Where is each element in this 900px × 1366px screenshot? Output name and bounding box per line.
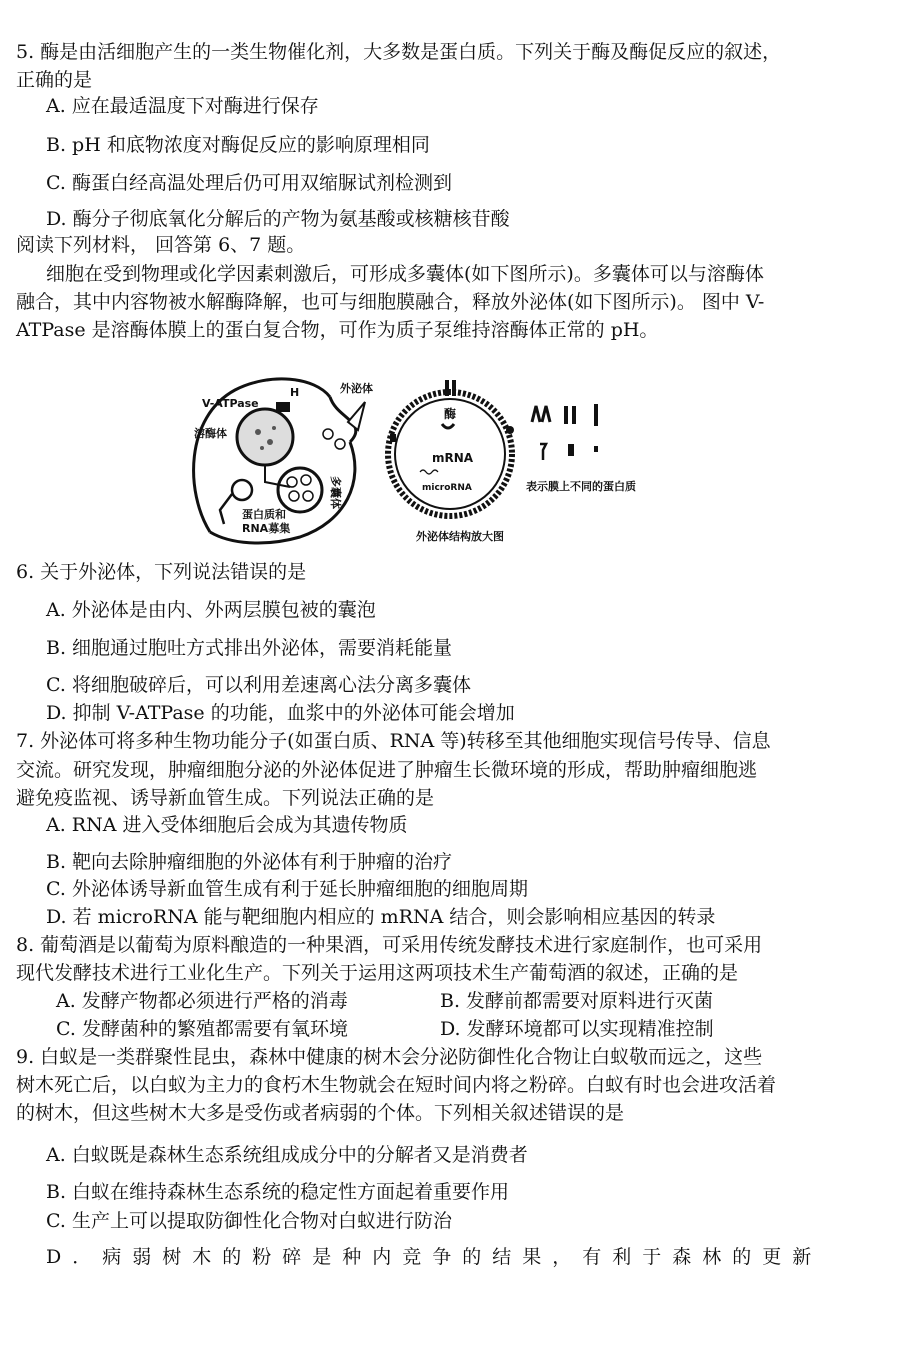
material-line-3: ATPase 是溶酶体膜上的蛋白复合物，可作为质子泵维持溶酶体正常的 pH。 bbox=[16, 319, 659, 341]
q8-option-d: D. 发酵环境都可以实现精准控制 bbox=[440, 1018, 714, 1040]
label-enzyme: 酶 bbox=[444, 407, 457, 421]
label-hplus: H bbox=[290, 386, 300, 399]
label-caption: 外泌体结构放大图 bbox=[416, 530, 504, 543]
label-recruit-1: 蛋白质和 bbox=[242, 508, 286, 521]
q6-option-b: B. 细胞通过胞吐方式排出外泌体，需要消耗能量 bbox=[46, 637, 453, 659]
q9-option-c: C. 生产上可以提取防御性化合物对白蚁进行防治 bbox=[46, 1210, 452, 1232]
q9-option-a: A. 白蚁既是森林生态系统组成成分中的分解者又是消费者 bbox=[46, 1144, 528, 1166]
multivesicular-body bbox=[278, 468, 322, 512]
q6-option-c: C. 将细胞破碎后，可以利用差速离心法分离多囊体 bbox=[46, 674, 471, 696]
q7-stem-line-2: 交流。研究发现，肿瘤细胞分泌的外泌体促进了肿瘤生长微环境的形成，帮助肿瘤细胞逃 bbox=[16, 759, 758, 781]
q5-option-c: C. 酶蛋白经高温处理后仍可用双缩脲试剂检测到 bbox=[46, 172, 452, 194]
q9-stem-line-2: 树木死亡后，以白蚁为主力的食朽木生物就会在短时间内将之粉碎。白蚁有时也会进攻活着 bbox=[16, 1074, 777, 1096]
label-exosome: 外泌体 bbox=[340, 382, 373, 395]
label-lysosome: 溶酶体 bbox=[194, 427, 227, 440]
q7-option-a: A. RNA 进入受体细胞后会成为其遗传物质 bbox=[46, 814, 408, 836]
q8-stem-line-2: 现代发酵技术进行工业化生产。下列关于运用这两项技术生产葡萄酒的叙述，正确的是 bbox=[16, 962, 739, 984]
q8-option-a: A. 发酵产物都必须进行严格的消毒 bbox=[56, 990, 348, 1012]
q5-option-d: D. 酶分子彻底氧化分解后的产物为氨基酸或核糖核苷酸 bbox=[46, 208, 510, 230]
label-microrna: microRNA bbox=[422, 483, 472, 493]
q9-stem-line-1: 9. 白蚁是一类群聚性昆虫，森林中健康的树木会分泌防御性化合物让白蚁敬而远之，这些 bbox=[16, 1046, 763, 1068]
q8-option-c: C. 发酵菌种的繁殖都需要有氧环境 bbox=[56, 1018, 348, 1040]
membrane-protein-legend-icons bbox=[532, 404, 598, 460]
q6-option-d: D. 抑制 V-ATPase 的功能，血浆中的外泌体可能会增加 bbox=[46, 702, 515, 724]
material-intro: 阅读下列材料， 回答第 6、7 题。 bbox=[16, 234, 306, 256]
q7-option-b: B. 靶向去除肿瘤细胞的外泌体有利于肿瘤的治疗 bbox=[46, 851, 453, 873]
q5-stem-line-2: 正确的是 bbox=[16, 69, 93, 91]
q5-stem-line-1: 5. 酶是由活细胞产生的一类生物催化剂，大多数是蛋白质。下列关于酶及酶促反应的叙述， bbox=[16, 41, 782, 63]
label-mvb: 多囊体 bbox=[329, 476, 342, 509]
label-legend: 表示膜上不同的蛋白质 bbox=[526, 480, 636, 493]
label-vatpase: V-ATPase bbox=[202, 397, 259, 410]
q8-option-b: B. 发酵前都需要对原料进行灭菌 bbox=[440, 990, 714, 1012]
q5-option-b: B. pH 和底物浓度对酶促反应的影响原理相同 bbox=[46, 134, 430, 156]
v-atpase-pump bbox=[276, 402, 290, 412]
lysosome bbox=[237, 409, 293, 465]
q7-option-d: D. 若 microRNA 能与靶细胞内相应的 mRNA 结合，则会影响相应基因的转录 bbox=[46, 906, 716, 928]
q6-stem: 6. 关于外泌体，下列说法错误的是 bbox=[16, 561, 307, 583]
exosome-diagram bbox=[180, 372, 650, 547]
label-recruit-2: RNA募集 bbox=[242, 522, 291, 535]
q8-stem-line-1: 8. 葡萄酒是以葡萄为原料酿造的一种果酒，可采用传统发酵技术进行家庭制作，也可采用 bbox=[16, 934, 763, 956]
q9-option-d: D．病弱树木的粉碎是种内竞争的结果，有利于森林的更新 bbox=[46, 1246, 823, 1268]
q7-stem-line-1: 7. 外泌体可将多种生物功能分子(如蛋白质、RNA 等)转移至其他细胞实现信号传导、信息 bbox=[16, 730, 771, 752]
material-line-2: 融合，其中内容物被水解酶降解，也可与细胞膜融合，释放外泌体(如下图所示)。 图中 V- bbox=[16, 291, 765, 313]
material-line-1: 细胞在受到物理或化学因素刺激后，可形成多囊体(如下图所示)。多囊体可以与溶酶体 bbox=[46, 263, 764, 285]
q5-option-a: A. 应在最适温度下对酶进行保存 bbox=[46, 95, 319, 117]
q7-option-c: C. 外泌体诱导新血管生成有利于延长肿瘤细胞的细胞周期 bbox=[46, 878, 528, 900]
q6-option-a: A. 外泌体是由内、外两层膜包被的囊泡 bbox=[46, 599, 376, 621]
q9-option-b: B. 白蚁在维持森林生态系统的稳定性方面起着重要作用 bbox=[46, 1181, 510, 1203]
q9-stem-line-3: 的树木，但这些树木大多是受伤或者病弱的个体。下列相关叙述错误的是 bbox=[16, 1102, 625, 1124]
label-mrna: mRNA bbox=[432, 451, 474, 465]
q7-stem-line-3: 避免疫监视、诱导新血管生成。下列说法正确的是 bbox=[16, 787, 435, 809]
